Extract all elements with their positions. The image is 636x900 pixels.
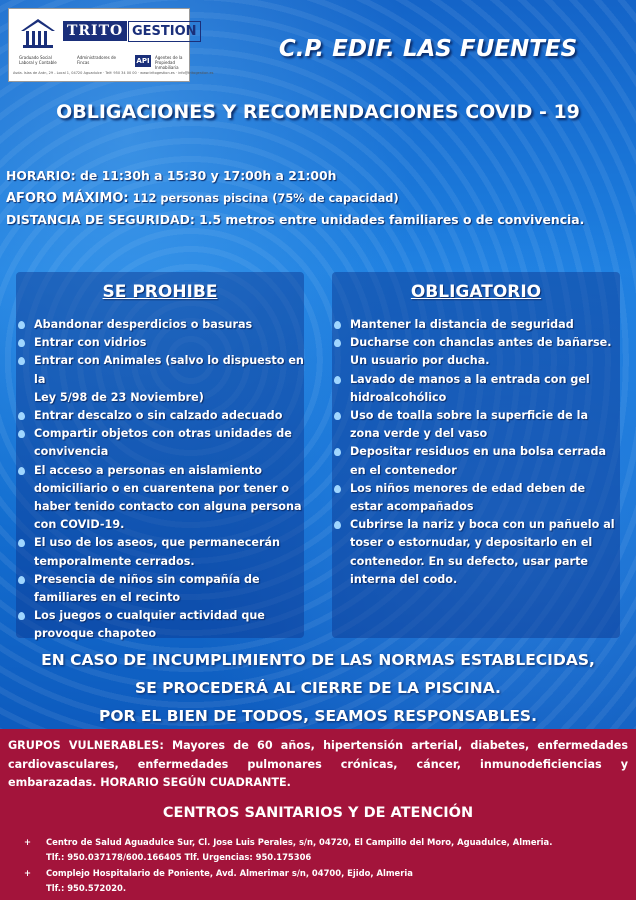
logo-footer: Avda. Islas de Arán, 29 - Local 1, 04720 Aguadulce · Telf: 950 34 00 00 · www.tritogestion.es · info@tritogestion.es <box>13 71 214 75</box>
warning-line-2: SE PROCEDERÁ AL CIERRE DE LA PISCINA. <box>135 679 501 697</box>
list-item-line: provoque chapoteo <box>34 627 157 641</box>
list-item-line: Entrar con vidrios <box>34 336 147 350</box>
logo-col-1: Graduado Social Laboral y Contable <box>19 55 57 65</box>
water-drop-icon <box>334 321 341 329</box>
list-item-line: temporalmente cerrados. <box>34 554 195 568</box>
list-item-line: Entrar descalzo o sin calzado adecuado <box>34 409 283 423</box>
obligatorio-panel <box>332 272 620 638</box>
plus-icon: + <box>24 837 32 847</box>
water-drop-icon <box>334 376 341 384</box>
list-item-line: Cubrirse la nariz y boca con un pañuelo al <box>350 518 615 532</box>
list-item <box>16 534 304 570</box>
list-item-line: Ducharse con chanclas antes de bañarse. <box>350 336 612 350</box>
list-item-line: Entrar con Animales (salvo lo dispuesto en la <box>34 354 304 386</box>
water-drop-icon <box>18 321 25 329</box>
list-item-line: en el contenedor <box>350 463 457 477</box>
water-drop-icon <box>18 539 25 547</box>
prohibe-title: SE PROHIBE <box>102 282 218 302</box>
logo-api-badge: API <box>136 57 150 65</box>
list-item-line: zona verde y del vaso <box>350 427 488 441</box>
list-item-line: contenedor. En su defecto, usar parte <box>350 554 589 568</box>
centro-line: Complejo Hospitalario de Poniente, Avd. Almerimar s/n, 04700, Ejido, Almeria <box>46 868 413 878</box>
list-item <box>332 371 620 407</box>
company-logo <box>8 8 214 82</box>
water-drop-icon <box>18 412 25 420</box>
water-drop-icon <box>334 485 341 493</box>
centro-line: Centro de Salud Aguadulce Sur, Cl. Jose Luis Perales, s/n, 04720, El Campillo del Moro, Aguadulce, Almeria. <box>46 837 553 847</box>
list-item <box>16 334 304 352</box>
list-item <box>16 571 304 607</box>
list-item <box>16 607 304 643</box>
prohibe-panel <box>16 272 304 641</box>
house-logo-icon <box>19 17 57 49</box>
distancia-line: DISTANCIA DE SEGURIDAD: 1.5 metros entre unidades familiares o de convivencia. <box>6 212 585 227</box>
list-item-line: El acceso a personas en aislamiento <box>34 463 262 477</box>
water-drop-icon <box>18 576 25 584</box>
page-title: C.P. EDIF. LAS FUENTES <box>278 36 578 62</box>
list-item-line: Los juegos o cualquier actividad que <box>34 609 265 623</box>
aforo-label: AFORO MÁXIMO: <box>6 191 129 206</box>
list-item-line: domiciliario o en cuarentena por tener o <box>34 481 290 495</box>
list-item <box>16 407 304 425</box>
water-drop-icon <box>334 339 341 347</box>
water-drop-icon <box>18 430 25 438</box>
obligatorio-list <box>332 316 620 589</box>
list-item-line: toser o estornudar, y depositarlo en el <box>350 536 593 550</box>
list-item-line: Los niños menores de edad deben de <box>350 481 586 495</box>
list-item <box>16 462 304 535</box>
centros-title: CENTROS SANITARIOS Y DE ATENCIÓN <box>162 805 474 821</box>
water-drop-icon <box>334 521 341 529</box>
aforo-value: 112 personas piscina (75% de capacidad) <box>128 191 399 205</box>
list-item-line: interna del codo. <box>350 572 458 586</box>
list-item-line: Mantener la distancia de seguridad <box>350 318 574 331</box>
water-drop-icon <box>18 357 25 365</box>
logo-suffix: GESTION <box>128 21 201 42</box>
list-item <box>332 407 620 443</box>
list-item-line: Depositar residuos en una bolsa cerrada <box>350 445 606 459</box>
list-item-line: Compartir objetos con otras unidades de <box>34 427 292 441</box>
warning-line-1: EN CASO DE INCUMPLIMIENTO DE LAS NORMAS ESTABLECIDAS, <box>41 651 595 669</box>
water-drop-icon <box>18 339 25 347</box>
list-item <box>16 316 304 334</box>
list-item <box>332 334 620 370</box>
warning-line-3: POR EL BIEN DE TODOS, SEAMOS RESPONSABLES. <box>99 707 537 725</box>
list-item-line: Un usuario por ducha. <box>350 354 490 368</box>
list-item-line: familiares en el recinto <box>34 591 181 605</box>
vulnerable-section <box>0 729 636 900</box>
vulnerable-groups-text: GRUPOS VULNERABLES: Mayores de 60 años, hipertensión arterial, diabetes, enfermedades cardiovasculares, enfermedades pulmonares crónicas, cáncer, inmunodeficiencias y embarazadas. HORARIO SEGÚN CUADRANTE. <box>8 739 628 789</box>
water-drop-icon <box>334 412 341 420</box>
page-subtitle: OBLIGACIONES Y RECOMENDACIONES COVID - 19 <box>56 101 580 123</box>
list-item-line: hidroalcohólico <box>350 390 447 404</box>
list-item-line: Lavado de manos a la entrada con gel <box>350 372 590 386</box>
list-item-line: Uso de toalla sobre la superficie de la <box>350 409 588 423</box>
list-item <box>332 316 620 334</box>
list-item-line: Abandonar desperdicios o basuras <box>34 318 253 331</box>
list-item <box>332 443 620 479</box>
water-drop-icon <box>18 467 25 475</box>
list-item <box>332 480 620 516</box>
list-item-line: El uso de los aseos, que permanecerán <box>34 536 281 550</box>
water-drop-icon <box>334 448 341 456</box>
list-item <box>16 425 304 461</box>
logo-col-3: Agentes de la Propiedad Inmobiliaria <box>155 55 183 70</box>
water-drop-icon <box>18 612 25 620</box>
plus-icon: + <box>24 868 32 878</box>
horario-line: HORARIO: de 11:30h a 15:30 y 17:00h a 21:00h <box>6 168 337 183</box>
logo-brand: TRITO <box>63 21 127 41</box>
list-item-line: Presencia de niños sin compañía de <box>34 572 260 586</box>
logo-col-2: Administradores de Fincas <box>77 55 116 65</box>
list-item-line: convivencia <box>34 445 109 459</box>
centro-phone: Tlf.: 950.037178/600.166405 Tlf. Urgencias: 950.175306 <box>46 852 312 862</box>
centro-entry <box>24 835 553 865</box>
prohibe-list <box>16 316 304 644</box>
list-item <box>332 516 620 589</box>
centro-phone: Tlf.: 950.572020. <box>46 883 127 893</box>
aforo-line <box>6 190 399 206</box>
list-item-line: haber tenido contacto con alguna persona <box>34 500 302 514</box>
list-item-line: con COVID-19. <box>34 518 125 532</box>
centro-entry <box>24 866 413 896</box>
obligatorio-title: OBLIGATORIO <box>410 282 542 302</box>
list-item-line: Ley 5/98 de 23 Noviembre) <box>34 390 204 404</box>
list-item <box>16 352 304 407</box>
list-item-line: estar acompañados <box>350 500 474 514</box>
